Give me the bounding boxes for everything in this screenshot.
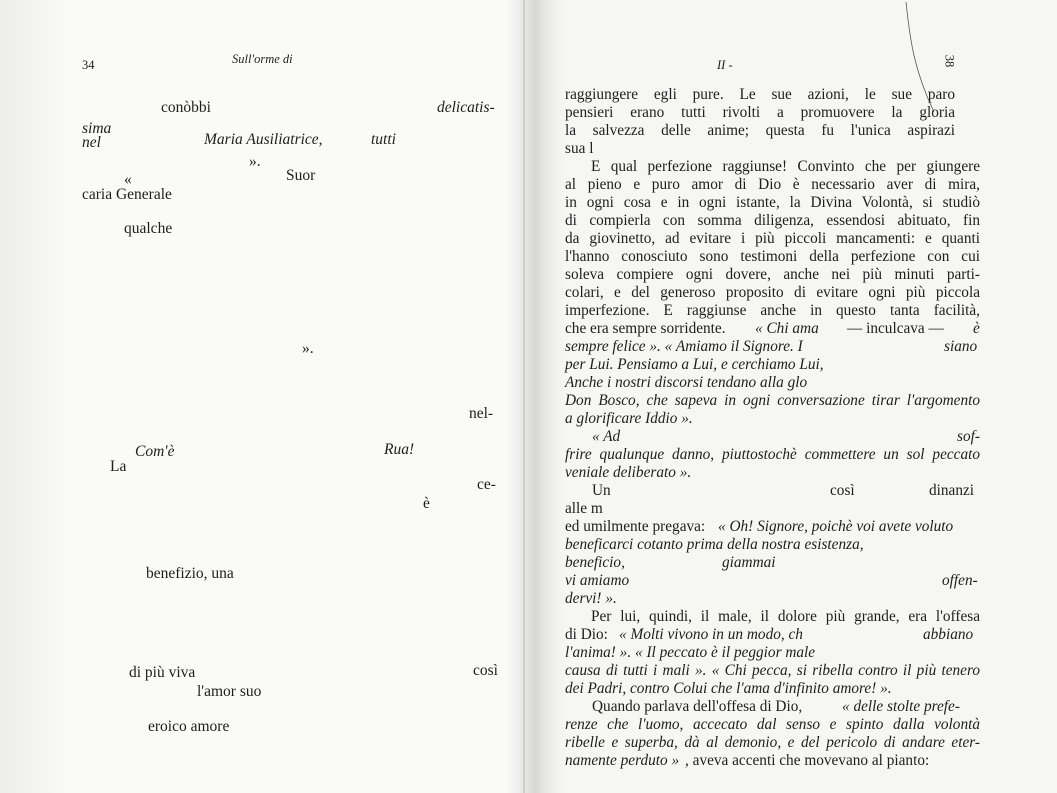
left-fragment: è <box>423 495 430 512</box>
left-page-number: 34 <box>82 58 95 72</box>
text-fragment: giammai <box>722 554 776 571</box>
text-fragment: sempre felice ». « Amiamo il Signore. I <box>565 338 803 355</box>
text-fragment: siano <box>944 338 978 355</box>
left-fragment: l'amor suo <box>197 683 262 700</box>
left-fragment: caria Generale <box>82 186 172 203</box>
text-line: renze che l'uomo, accecato dal senso e spinto dalla volontà <box>565 716 980 733</box>
left-fragment: sima <box>82 120 112 137</box>
text-fragment: così <box>830 482 855 499</box>
text-fragment: abbiano <box>923 626 974 643</box>
text-line: l'anima! ». « Il peccato è il peggior male <box>565 644 816 661</box>
left-running-head: Sull'orme di <box>232 52 293 66</box>
text-fragment: dinanzi <box>929 482 975 499</box>
left-fragment: ». <box>249 153 261 170</box>
left-fragment: ». <box>302 340 314 357</box>
text-line: colari, e del generoso proposito di evitare ogni più piccola <box>565 284 980 301</box>
text-line: Anche i nostri discorsi tendano alla glo <box>565 374 808 391</box>
gutter-shadow <box>505 0 565 793</box>
text-fragment: ed umilmente pregava: <box>565 518 706 535</box>
text-line: frire qualunque danno, piuttostochè commettere un sol peccato <box>565 446 980 463</box>
left-fragment: Suor <box>286 167 316 184</box>
left-fragment: di più viva <box>129 664 196 681</box>
text-fragment: Un <box>592 482 611 499</box>
text-fragment: « Ad <box>592 428 621 445</box>
text-line: di compierla con somma diligenza, essendosi abituato, fin <box>565 212 980 229</box>
text-line: sua l <box>565 140 594 157</box>
text-line: beneficarci cotanto prima della nostra esistenza, <box>565 536 864 553</box>
text-fragment: è <box>973 320 980 337</box>
text-line: ribelle e superba, dà al demonio, e del pericolo di andare eter- <box>565 734 980 751</box>
left-page <box>0 0 520 793</box>
left-fragment: Maria Ausiliatrice, <box>204 131 323 148</box>
left-edge-shadow <box>0 0 70 793</box>
left-fragment: Com'è <box>135 443 175 460</box>
text-fragment: sof- <box>957 428 980 445</box>
text-fragment: « delle stolte prefe- <box>842 698 960 715</box>
left-fragment: ce- <box>477 476 496 493</box>
text-line: pensieri erano tutti rivolti a promuovere la gloria <box>565 104 955 121</box>
text-line: da giovinetto, ad evitare i più piccoli mancamenti: e quanti <box>565 230 980 247</box>
text-fragment: « Chi ama <box>755 320 819 337</box>
text-fragment: di Dio: <box>565 626 608 643</box>
right-page-number: 38 <box>942 54 957 68</box>
left-fragment: delicatis- <box>437 99 495 116</box>
text-fragment: Quando parlava dell'offesa di Dio, <box>592 698 803 715</box>
left-fragment: eroico amore <box>148 718 230 735</box>
left-fragment: La <box>110 458 127 475</box>
left-fragment: nel- <box>469 405 494 422</box>
text-fragment: che era sempre sorridente. <box>565 320 726 337</box>
left-fragment: così <box>473 662 498 679</box>
text-line: in ogni cosa e in ogni istante, la Divina Volontà, si studiò <box>565 194 980 211</box>
text-line: soleva compiere ogni dovere, anche nei più minuti parti- <box>565 266 980 283</box>
text-line: causa di tutti i mali ». « Chi pecca, si ribella contro il più tenero <box>565 662 980 679</box>
text-fragment: offen- <box>942 572 978 589</box>
text-fragment: vi amiamo <box>565 572 630 589</box>
text-fragment: « Oh! Signore, poichè voi avete voluto <box>718 518 954 535</box>
text-line: alle m <box>565 500 603 517</box>
left-fragment: Rua! <box>384 441 415 458</box>
left-fragment: tutti <box>371 131 396 148</box>
text-line: a glorificare Iddio ». <box>565 410 693 427</box>
left-fragment: benefizio, una <box>146 565 234 582</box>
text-line: la salvezza delle anime; questa fu l'unica aspirazi <box>565 122 955 139</box>
text-fragment: — inculcava — <box>847 320 944 337</box>
left-fragment: nel <box>82 134 101 151</box>
text-line: per Lui. Pensiamo a Lui, e cerchiamo Lui, <box>565 356 824 373</box>
text-fragment: , aveva accenti che movevano al pianto: <box>685 752 930 769</box>
left-fragment: « <box>124 171 132 188</box>
text-fragment: beneficio, <box>565 554 625 571</box>
text-line: imperfezione. E raggiunse anche in questo tanta facilità, <box>565 302 980 319</box>
text-fragment: « Molti vivono in un modo, ch <box>619 626 803 643</box>
text-line: al pieno e puro amor di Dio è necessario aver di mira, <box>565 176 980 193</box>
text-line: Per lui, quindi, il male, il dolore più grande, era l'offesa <box>591 608 980 625</box>
text-line: Don Bosco, che sapeva in ogni conversazione tirar l'argomento <box>565 392 980 409</box>
text-line: E qual perfezione raggiunse! Convinto che per giungere <box>591 158 980 175</box>
left-fragment: conòbbi <box>161 99 211 116</box>
text-line: l'hanno conosciuto sono testimoni della perfezione con cui <box>565 248 980 265</box>
text-line: veniale deliberato ». <box>565 464 692 481</box>
text-line: raggiungere egli pure. Le sue azioni, le sue paro <box>565 86 955 103</box>
text-line: dei Padri, contro Colui che l'ama d'infinito amore! ». <box>565 680 892 697</box>
right-running-head: II - <box>717 58 733 72</box>
right-page <box>520 0 1057 793</box>
left-fragment: qualche <box>124 220 173 237</box>
text-fragment: namente perduto » <box>565 752 680 769</box>
text-line: dervi! ». <box>565 590 617 607</box>
